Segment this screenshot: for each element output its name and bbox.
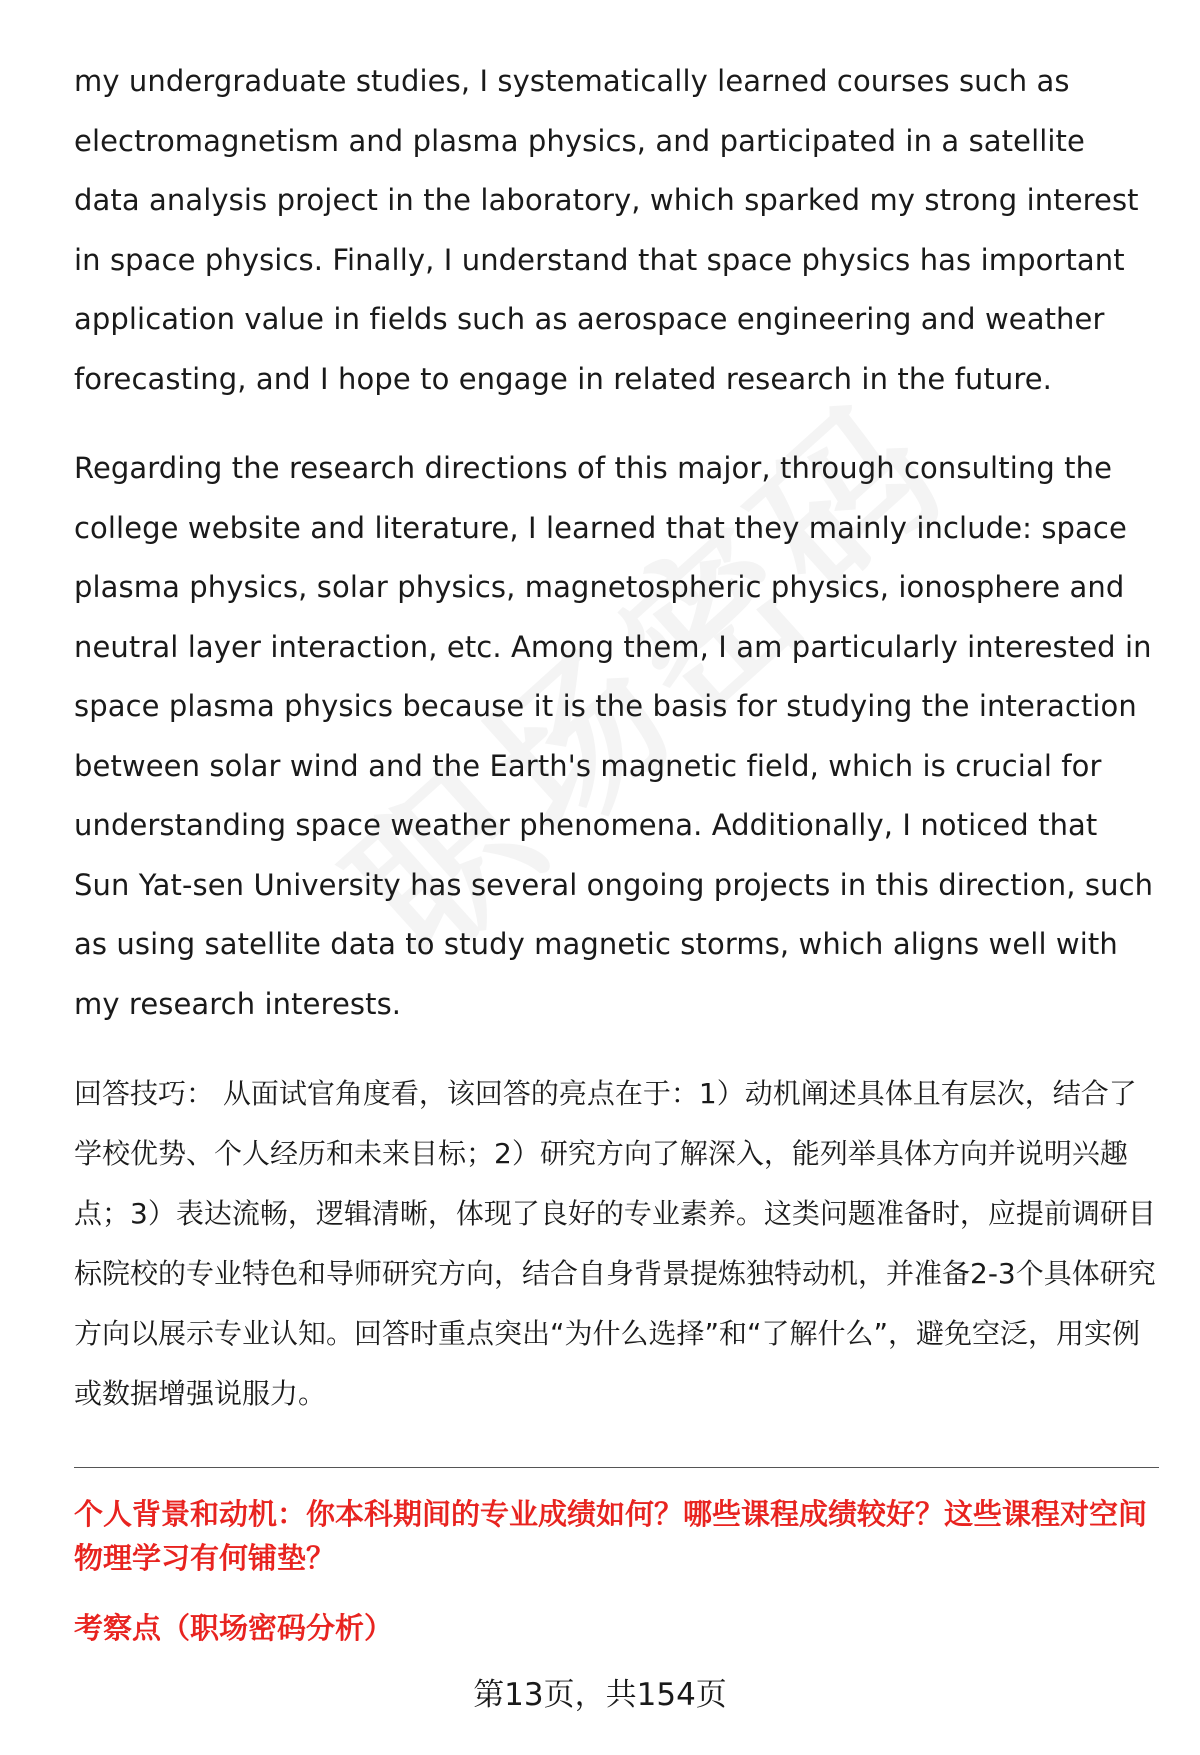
page-content (74, 52, 1159, 1648)
section-divider (74, 1467, 1159, 1468)
interview-question: 个人背景和动机：你本科期间的专业成绩如何？哪些课程成绩较好？这些课程对空间物理学习有何铺垫？ (74, 1497, 1148, 1575)
assessment-heading: 考察点（职场密码分析） (74, 1611, 394, 1645)
page-number: 第13页，共154页 (473, 1677, 727, 1713)
answer-paragraph-2: Regarding the research directions of this major, through consulting the college website and literature, I learned that they mainly include: space plasma physics, solar physics, magnetospheric physics, ionosphere and neutral layer interaction, etc. Among them, I am particularly interested in space plasma physics because it is the basis for studying the interaction between solar wind and the Earth's magnetic field, which is crucial for understanding space weather phenomena. Additionally, I noticed that Sun Yat-sen University has several ongoing projects in this direction, such as using satellite data to study magnetic storms, which aligns well with my research interests. (74, 451, 1154, 1021)
answer-tips: 回答技巧： 从面试官角度看，该回答的亮点在于：1）动机阐述具体且有层次，结合了学校优势、个人经历和未来目标；2）研究方向了解深入，能列举具体方向并说明兴趣点；3）表达流畅，逻辑清晰，体现了良好的专业素养。这类问题准备时，应提前调研目标院校的专业特色和导师研究方向，结合自身背景提炼独特动机，并准备2-3个具体研究方向以展示专业认知。回答时重点突出“为什么选择”和“了解什么”，避免空泛，用实例或数据增强说服力。 (74, 1077, 1156, 1410)
answer-paragraph-1: my undergraduate studies, I systematically learned courses such as electromagnetism and plasma physics, and participated in a satellite data analysis project in the laboratory, which sparked my strong interest in space physics. Finally, I understand that space physics has important application value in fields such as aerospace engineering and weather forecasting, and I hope to engage in related research in the future. (74, 64, 1139, 396)
